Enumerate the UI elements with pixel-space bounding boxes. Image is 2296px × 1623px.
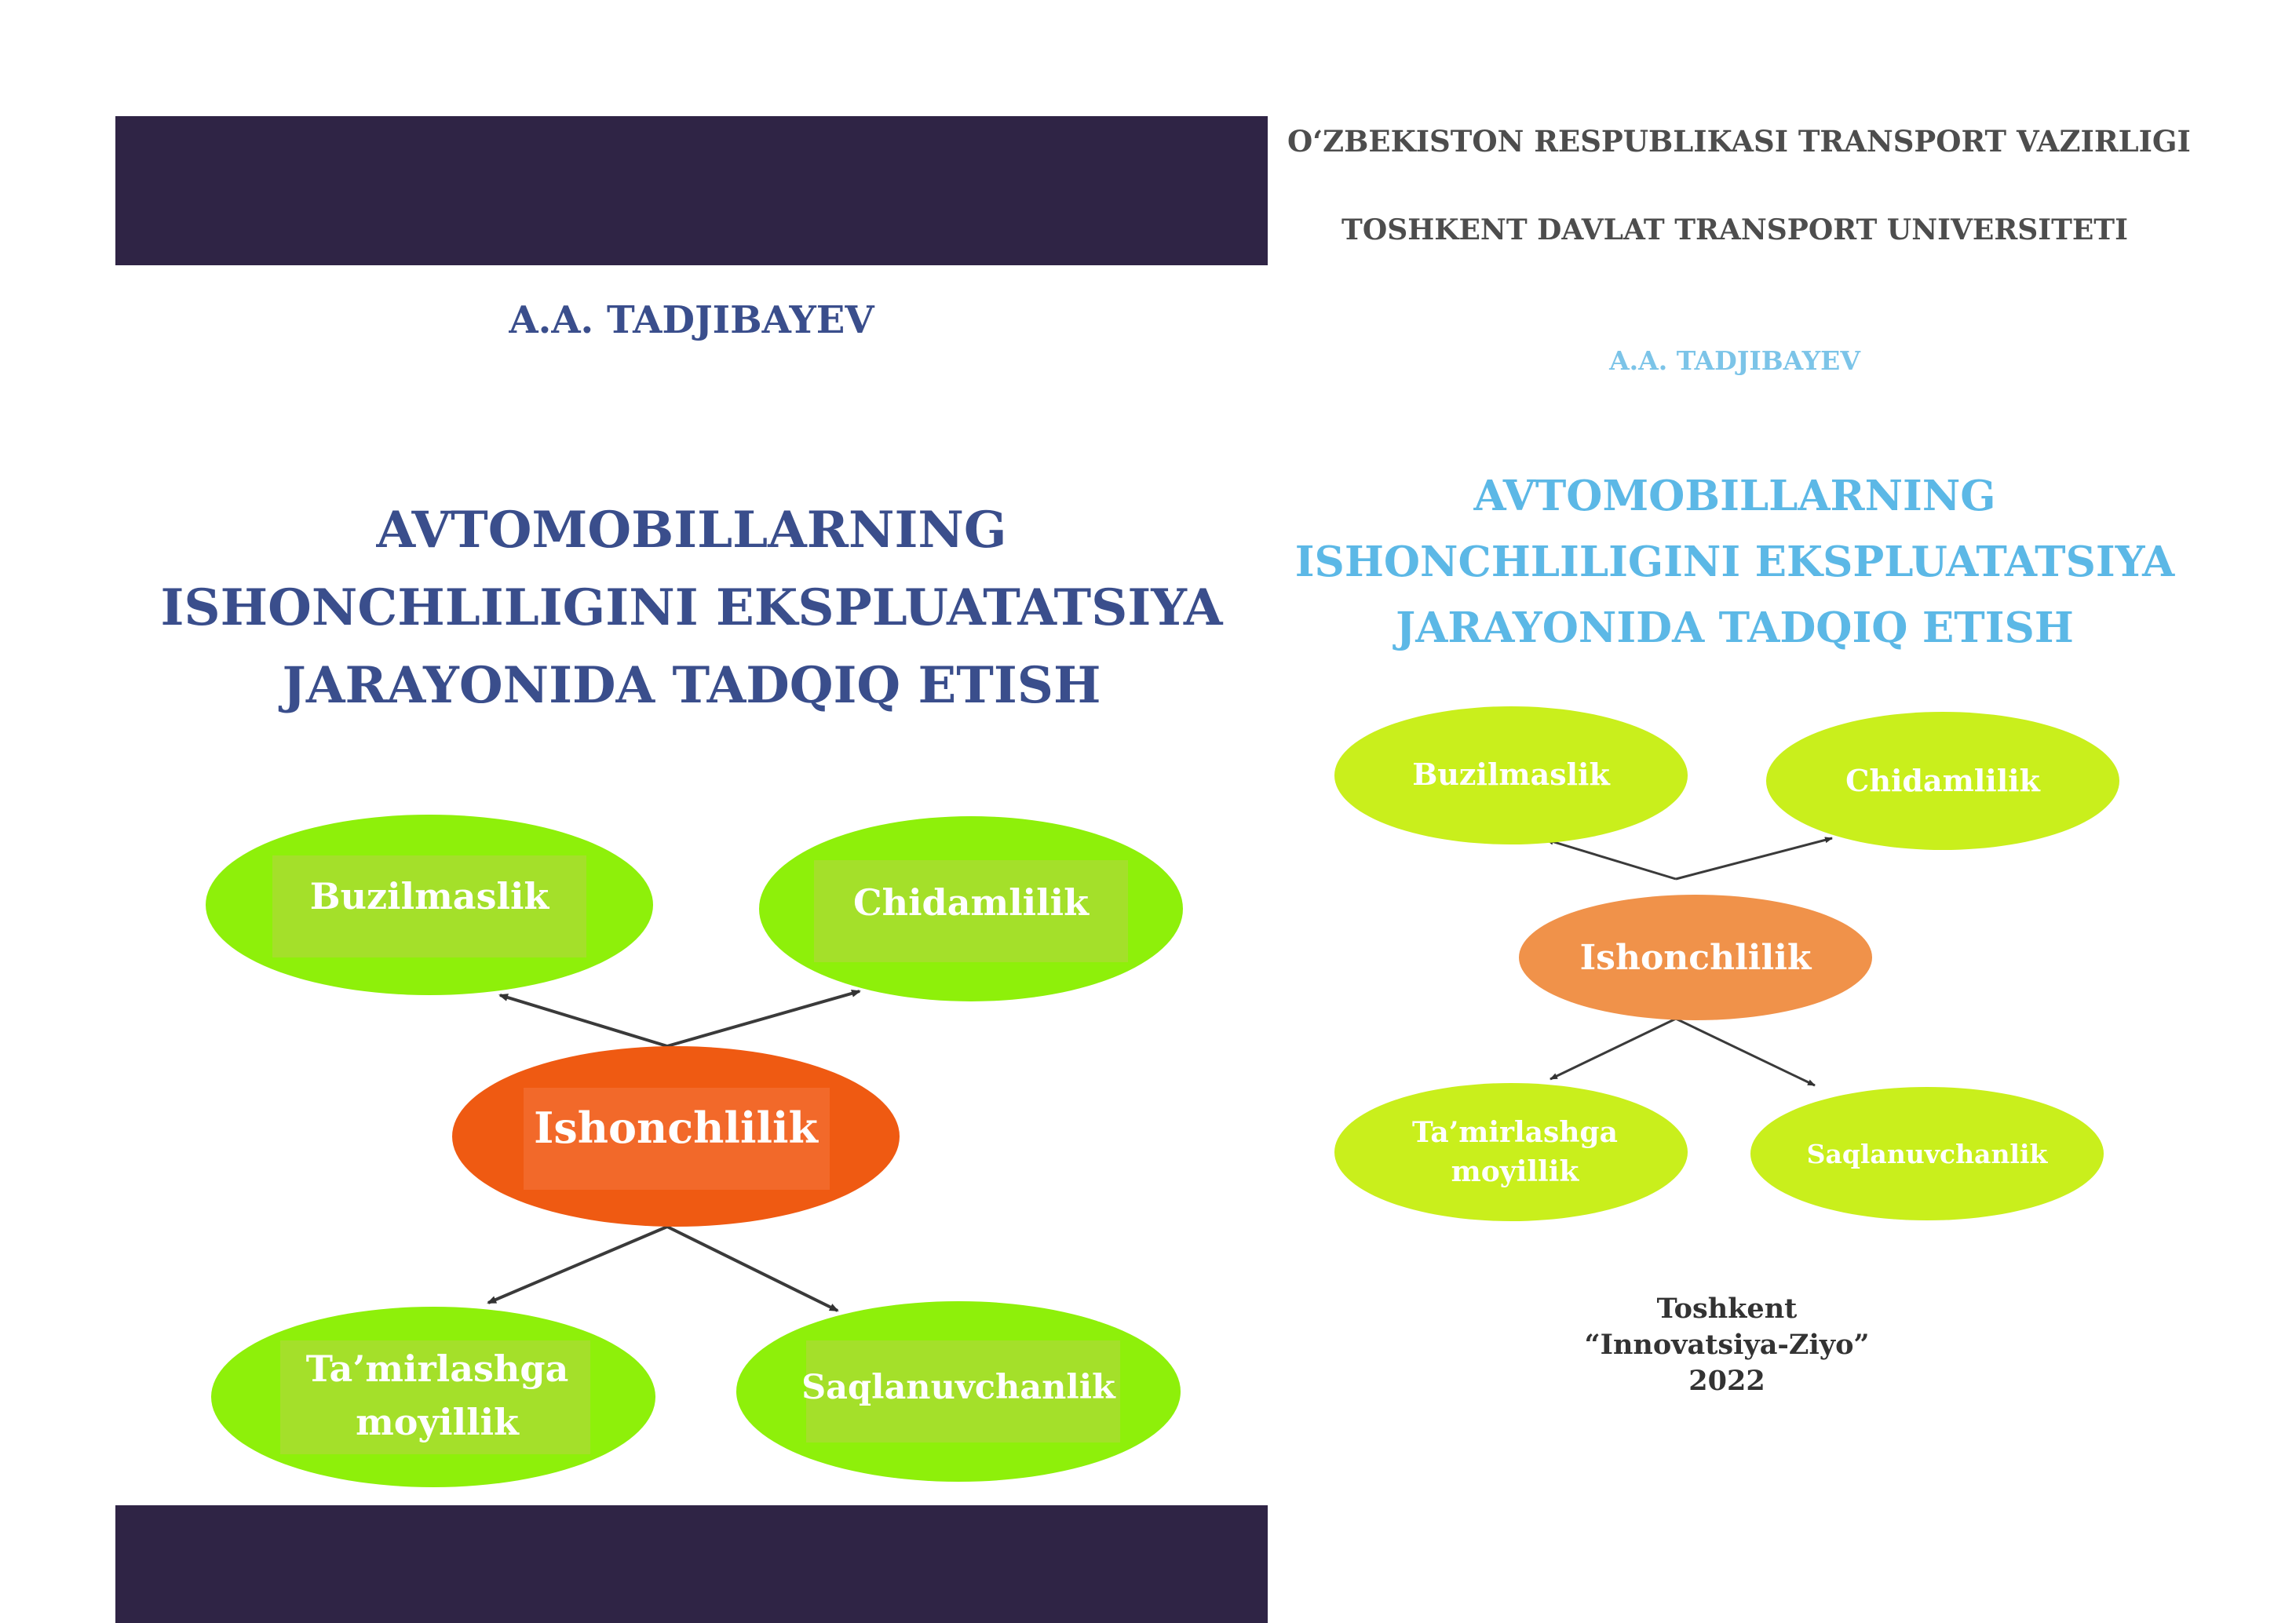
cover-arrow-to-buzilmaslik bbox=[500, 995, 667, 1046]
cover-label-saqlanuvchanlik: Saqlanuvchanlik bbox=[801, 1368, 1115, 1407]
title-page-arrow-to-chidamlilik bbox=[1676, 838, 1832, 879]
cover-author: A.A. TADJIBAYEV bbox=[509, 298, 874, 342]
title-page-label-saqlanuvchanlik: Saqlanuvchanlik bbox=[1806, 1139, 2048, 1169]
title-page-title-line-2: ISHONCHLILIGINI EKSPLUATATSIYA bbox=[1294, 538, 2175, 586]
title-page-imprint bbox=[1491, 1291, 1962, 1399]
cover-label-ishonchlilik: Ishonchlilik bbox=[534, 1103, 818, 1153]
cover-node-tamirlashga-moyillik bbox=[211, 1307, 655, 1487]
title-page-node-chidamlilik bbox=[1766, 712, 2119, 850]
cover-arrow-to-tamirlashga bbox=[488, 1227, 667, 1303]
title-page-title-line-3: JARAYONIDA TADQIQ ETISH bbox=[1396, 604, 2074, 652]
title-page-node-ishonchlilik bbox=[1519, 895, 1872, 1020]
title-page-reliability-diagram bbox=[1287, 691, 2182, 1240]
title-page-node-tamirlashga-moyillik bbox=[1334, 1083, 1688, 1221]
title-page-ministry: O‘ZBEKISTON RESPUBLIKASI TRANSPORT VAZIRLIGI bbox=[1287, 124, 2191, 159]
title-page-label-moyillik: moyillik bbox=[1451, 1155, 1579, 1188]
cover-title-line-1: AVTOMOBILLARNING bbox=[376, 501, 1007, 560]
title-page-label-buzilmaslik: Buzilmaslik bbox=[1412, 757, 1610, 792]
cover-label-moyillik: moyillik bbox=[356, 1401, 519, 1443]
cover-title-line-2: ISHONCHLILIGINI EKSPLUATATSIYA bbox=[160, 578, 1223, 637]
title-page-title bbox=[1287, 463, 2182, 661]
cover-node-saqlanuvchanlik bbox=[736, 1301, 1181, 1482]
title-page-city: Toshkent bbox=[1656, 1293, 1798, 1325]
title-page-title-line-1: AVTOMOBILLARNING bbox=[1473, 472, 1996, 520]
front-cover bbox=[115, 116, 1268, 1623]
cover-arrow-to-saqlanuvchanlik bbox=[667, 1227, 838, 1311]
cover-reliability-diagram bbox=[115, 116, 1268, 1505]
cover-node-buzilmaslik bbox=[206, 815, 653, 995]
cover-node-chidamlilik bbox=[759, 816, 1183, 1001]
title-page-label-chidamlilik: Chidamlilik bbox=[1845, 763, 2040, 798]
cover-node-ishonchlilik bbox=[452, 1046, 900, 1227]
cover-label-tamirlashga: Ta’mirlashga bbox=[305, 1348, 569, 1390]
title-page-arrow-to-saqlanuvchanlik bbox=[1676, 1019, 1815, 1085]
cover-title-line-3: JARAYONIDA TADQIQ ETISH bbox=[282, 656, 1101, 715]
title-page-publisher: “Innovatsiya-Ziyo” bbox=[1584, 1329, 1870, 1361]
title-page-arrow-to-buzilmaslik bbox=[1546, 840, 1676, 879]
title-page-university: TOSHKENT DAVLAT TRANSPORT UNIVERSITETI bbox=[1341, 213, 2128, 246]
title-page-year: 2022 bbox=[1688, 1365, 1765, 1397]
cover-label-chidamlilik: Chidamlilik bbox=[853, 881, 1089, 924]
cover-arrow-to-chidamlilik bbox=[667, 991, 860, 1046]
title-page-author: A.A. TADJIBAYEV bbox=[1609, 345, 1860, 376]
title-page-arrow-to-tamirlashga bbox=[1550, 1019, 1676, 1079]
title-page-node-buzilmaslik bbox=[1334, 706, 1688, 844]
title-page-label-tamirlashga: Ta’mirlashga bbox=[1412, 1116, 1618, 1149]
cover-bottom-band bbox=[115, 1505, 1268, 1623]
title-page-label-ishonchlilik: Ishonchlilik bbox=[1579, 938, 1812, 978]
cover-label-buzilmaslik: Buzilmaslik bbox=[309, 875, 549, 917]
title-page-node-saqlanuvchanlik bbox=[1750, 1087, 2104, 1220]
